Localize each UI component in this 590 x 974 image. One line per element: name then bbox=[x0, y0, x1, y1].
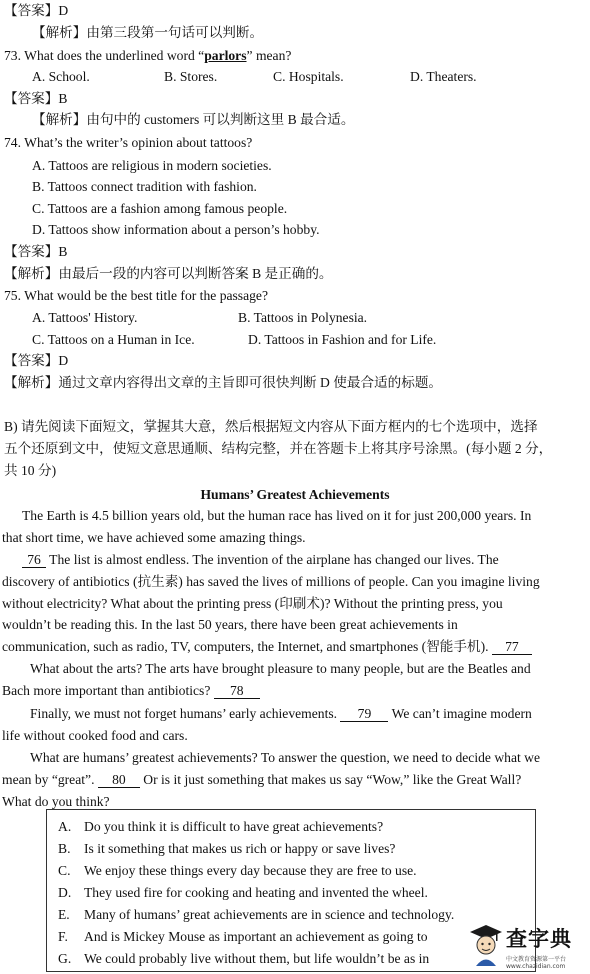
q73-option-d: D. Theaters. bbox=[410, 69, 477, 84]
q73-answer: 【答案】B bbox=[4, 91, 68, 106]
passage-line bbox=[22, 551, 499, 569]
q73-stem bbox=[4, 47, 291, 65]
choice-b-letter: B. bbox=[58, 841, 71, 856]
q74-analysis: 【解析】由最后一段的内容可以判断答案 B 是正确的。 bbox=[4, 266, 333, 281]
q74-option-c: C. Tattoos are a fashion among famous people. bbox=[32, 201, 288, 216]
choice-e-letter: E. bbox=[58, 907, 70, 922]
passage-text: Or is it just something that makes us say “Wow,” like the Great Wall? bbox=[143, 772, 522, 787]
q72-answer: 【答案】D bbox=[4, 3, 69, 18]
blank-77[interactable]: 77 bbox=[492, 639, 532, 655]
q75-option-d: D. Tattoos in Fashion and for Life. bbox=[248, 332, 437, 347]
q73-option-b: B. Stores. bbox=[164, 69, 218, 84]
blank-78[interactable]: 78 bbox=[214, 683, 260, 699]
chazidian-watermark-logo bbox=[468, 920, 586, 970]
choice-d-text: They used fire for cooking and heating and invented the wheel. bbox=[84, 885, 428, 900]
choice-a-letter: A. bbox=[58, 819, 72, 834]
passage-text: Finally, we must not forget humans’ early achievements. bbox=[30, 706, 338, 721]
q75-option-b: B. Tattoos in Polynesia. bbox=[238, 310, 368, 325]
blank-79[interactable]: 79 bbox=[340, 706, 388, 722]
q75-stem: 75. What would be the best title for the passage? bbox=[4, 288, 268, 303]
q73-stem-post: ” mean? bbox=[246, 48, 292, 63]
passage-text: mean by “great”. bbox=[2, 772, 95, 787]
section-b-instruction-line: 共 10 分) bbox=[4, 463, 57, 478]
q73-option-a: A. School. bbox=[32, 69, 90, 84]
blank-80[interactable]: 80 bbox=[98, 772, 140, 788]
choice-g-letter: G. bbox=[58, 951, 72, 966]
passage-line: The Earth is 4.5 billion years old, but the human race has lived on it for just 200,000 years. In bbox=[22, 508, 532, 523]
passage-line: discovery of antibiotics (抗生素) has saved the lives of millions of people. Can you imagine living bbox=[2, 574, 540, 589]
q75-analysis: 【解析】通过文章内容得出文章的主旨即可很快判断 D 使最合适的标题。 bbox=[4, 375, 443, 390]
q74-option-b: B. Tattoos connect tradition with fashion. bbox=[32, 179, 257, 194]
passage-line: without electricity? What about the printing press (印刷术)? Without the printing press, you bbox=[2, 596, 503, 611]
choice-g-text: We could probably live without them, but life wouldn’t be as in bbox=[84, 951, 430, 966]
q74-stem: 74. What’s the writer’s opinion about tattoos? bbox=[4, 135, 253, 150]
q75-option-c: C. Tattoos on a Human in Ice. bbox=[32, 332, 195, 347]
passage-text: We can’t imagine modern bbox=[391, 706, 532, 721]
watermark-sub: 中文教育资源第一平台 www.chazidian.com bbox=[506, 956, 567, 970]
graduate-mascot-icon bbox=[468, 920, 504, 968]
passage-text: communication, such as radio, TV, computers, the Internet, and smartphones (智能手机). bbox=[2, 639, 489, 654]
choice-a-text: Do you think it is difficult to have great achievements? bbox=[84, 819, 384, 834]
choice-d-letter: D. bbox=[58, 885, 72, 900]
q73-stem-pre: What does the underlined word “ bbox=[24, 48, 205, 63]
section-b-instruction-line: B) 请先阅读下面短文，掌握其大意，然后根据短文内容从下面方框内的七个选项中，选择 bbox=[4, 419, 538, 434]
blank-76[interactable]: 76 bbox=[22, 552, 46, 568]
passage-line: life without cooked food and cars. bbox=[2, 728, 188, 743]
passage-line: What do you think? bbox=[2, 794, 110, 809]
choice-c-text: We enjoy these things every day because they are free to use. bbox=[84, 863, 417, 878]
passage-line: wouldn’t be reading this. In the last 50 years, there have been great achievements in bbox=[2, 617, 458, 632]
passage-line bbox=[2, 771, 521, 789]
passage-line: What are humans’ greatest achievements? To answer the question, we need to decide what we bbox=[30, 750, 540, 765]
q74-answer: 【答案】B bbox=[4, 244, 68, 259]
q73-option-c: C. Hospitals. bbox=[273, 69, 344, 84]
q72-analysis: 【解析】由第三段第一句话可以判断。 bbox=[32, 25, 264, 40]
choice-e-text: Many of humans’ great achievements are in science and technology. bbox=[84, 907, 455, 922]
choice-c-letter: C. bbox=[58, 863, 71, 878]
passage-line bbox=[2, 638, 532, 656]
passage-title: Humans’ Greatest Achievements bbox=[200, 487, 390, 502]
q75-option-a: A. Tattoos' History. bbox=[32, 310, 138, 325]
q74-option-d: D. Tattoos show information about a person’s hobby. bbox=[32, 222, 320, 237]
passage-text: The list is almost endless. The invention of the airplane has changed our lives. The bbox=[49, 552, 499, 567]
q73-number: 73. bbox=[4, 48, 21, 63]
passage-line bbox=[30, 705, 532, 723]
passage-line: What about the arts? The arts have brought pleasure to many people, but are the Beatles and bbox=[30, 661, 531, 676]
choice-f-letter: F. bbox=[58, 929, 68, 944]
choice-f-text: And is Mickey Mouse as important an achievement as going to bbox=[84, 929, 428, 944]
q75-answer: 【答案】D bbox=[4, 353, 69, 368]
passage-line bbox=[2, 682, 260, 700]
watermark-name: 查字典 bbox=[506, 927, 572, 951]
passage-line: that short time, we have achieved some amazing things. bbox=[2, 530, 306, 545]
section-b-instruction-line: 五个还原到文中，使短文意思通顺、结构完整，并在答题卡上将其序号涂黑。(每小题 2 分， bbox=[4, 441, 553, 456]
q73-analysis: 【解析】由句中的 customers 可以判断这里 B 最合适。 bbox=[32, 112, 355, 127]
choice-b-text: Is it something that makes us rich or happy or save lives? bbox=[84, 841, 396, 856]
q73-underlined-word: parlors bbox=[204, 48, 247, 63]
passage-text: Bach more important than antibiotics? bbox=[2, 683, 211, 698]
q74-option-a: A. Tattoos are religious in modern societies. bbox=[32, 158, 272, 173]
